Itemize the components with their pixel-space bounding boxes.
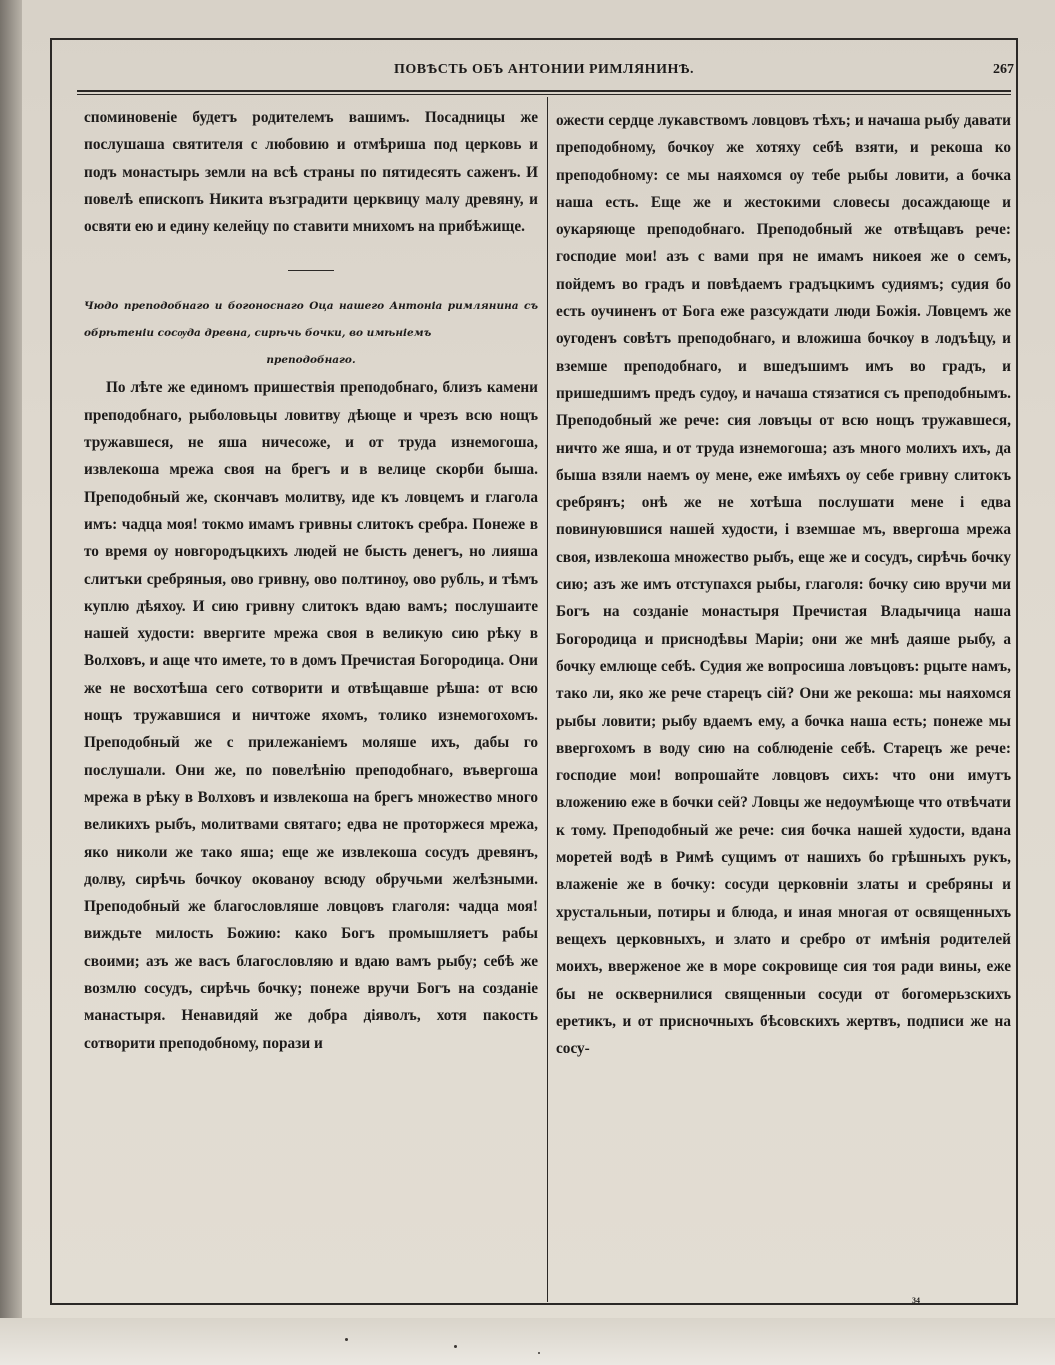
left-column <box>84 104 538 1057</box>
page-number: 267 <box>993 62 1014 77</box>
scan-binding-shadow <box>0 0 22 1365</box>
section-separator <box>288 270 334 271</box>
dust-speck <box>454 1345 457 1348</box>
signature-mark: 34 <box>912 1296 920 1305</box>
dust-speck <box>345 1338 348 1341</box>
header-rule-thin <box>77 94 1011 95</box>
paragraph-miracle: По лѣте же единомъ пришествія преподобнаго, близъ камени преподобнаго, рыболовьцы ловитву дѣюще и чрезъ всю нощъ тружавшеся, не яша ничесоже, и от труда изнемогоша, извлекоша мрежа своя на брегъ и в велице скорби быша. Преподобный же, скончавъ молитву, иде къ ловцемъ и глагола имъ: чадца моя! токмо имамъ гривны слитокъ сребра. Понеже в то время оу новгородъцкихъ людей не бысть денегъ, но лияша слитъки сребряныя, ово гривну, ово полтиноу, ово рубль, и тѣмъ куплю дѣяхоу. И сию гривну слитокъ вдаю вамъ; послушаите нашей худости: ввергите мрежа своя в великую сию рѣку в Волховъ, и аще что имете, то в домъ Пречистая Богородица. Они же не восхотѣша сего сотворити и отвѣщавше рѣша: от всю нощъ тружавшися и ничтоже яхомъ, толико изнемогохомъ. Преподобный же с прилежаніемъ моляше ихъ, дабы го послушали. Они же, по повелѣнію преподобнаго, въвергоша мрежа в рѣку в Волховъ и извлекоша на брегъ множество много великихъ рыбъ, молитвами святаго; едва не проторжеся мрежа, яко николи же тако яша; еще же извлекоша сосудъ древянъ, долву, сирѣчь бочкоу окованѹ всюду обручьми желѣзными. Преподобный же благословляше ловцовъ глаголя: чадца моя! виждьте милость Божию: како Богъ промышляетъ рабы своими; азъ же васъ благословляю и вдаю вамъ рыбу; себѣ же возмлю сосудъ, сирѣчь бочку; понеже вручи Богъ на созданіе манастыря. Ненавидяй же добра діяволъ, хотя пакость сотворити преподобному, порази и <box>84 379 538 1052</box>
chapter-heading-main: Чюдо преподобнаго и богоноснаго Оца нашего Антоніа римлянина съ обрѣтеніи сосѹда древна, сирѣчь бочки, во имѣніемъ <box>84 300 538 340</box>
header-rule <box>77 90 1011 92</box>
paragraph-right: ожести сердце лукавствомъ ловцовъ тѣхъ; и начаша рыбу давати преподобному, бочкоу же хотяху себѣ взяти, и рекоша ко преподобному: се мы наяхомся оу тебе рыбы ловити, а бочка наша есть. Еще же и жестокими словесы досаждающе и оукаряюще преподобнаго. Преподобный же отвѣщавъ рече: господие мои! азъ с вами пря не имамъ никоея же о семъ, пойдемъ во градъ и повѣдаемъ градъцкимъ судиямъ; судия бо есть оучиненъ от Бога еже разсуждати люди Божія. Ловцемъ же оугоденъ совѣтъ преподобнаго, и вложиша бочкоу в лодъѣцу, и вземше преподобнаго, и вшедъшимъ имъ во градъ, и пришедшимъ предъ судоу, и начаша стязатися съ преподобнымъ. Преподобный же рече: сия ловъцы от всю нощъ тружавшеся, ничто же яша, и от труда изнемогоша; азъ много молихъ ихъ, да быша взяли наемъ оу мене, еже имѣяхъ оу себе гривну слитокъ сребрянъ; онѣ же не хотѣша послушати мене і едва повинуювшися нашей худости, і вземшае мъ, ввергоша мрежа своя, извлекоша множество рыбъ, еще же и сосудъ, сирѣчь бочку сию; азъ же имъ отступахся рыбы, глаголя: бочку сию вручи ми Богъ на созданіе монастыря Пречистая Владычица наша Богородица и приснодѣвы Маріи; они же мнѣ даяше рыбу, а бочку емлюще себѣ. Судия же вопросиша ловъцовъ: рцыте намъ, тако ли, яко же рече старецъ сій? Они же рекоша: мы наяхомся рыбы ловити; рыбу вдаемъ ему, а бочка наша есть; понеже мы ввергохомъ в воду сию на соблюденіе себѣ. Старецъ же рече: господие мои! вопрошайте ловцовъ сихъ: что они имутъ вложению еже в бочки сей? Ловцы же недоумѣюще что отвѣчати к тому. Преподобный же рече: сия бочка нашей худости, вдана моретей водѣ в Римѣ сущимъ от нашихъ бо грѣшныхъ рукъ, влаженіе же в бочку: сосуди церковніи златы и сребряны и хрустальныи, потиры и блюда, и иная многая от освященныхъ вещехъ церковныхъ, и злато и сребро от имѣнія родителей моихъ, вверженое же в море сокровище сия тоя ради вины, еже бы не осквернилися священныи сосуди от богомерьзскихъ еретикъ, и от присночныхъ бѣсовскихъ жертвъ, подписи же на сосу- <box>556 112 1011 1058</box>
chapter-heading <box>84 293 538 374</box>
paragraph-continuation: споминовеніе будетъ родителемъ вашимъ. Посадницы же послушаша святителя с любовию и отмѣриша под церковь и подъ монастырь земли на всѣ страны по пятидесять саженъ. И повелѣ епископъ Никита възградити церквицу малу древяну, и освяти ею и едину келейцу по ставити мнихомъ на прибѣжище. <box>84 109 538 236</box>
right-column <box>556 107 1011 1062</box>
column-divider <box>547 97 548 1302</box>
running-title: ПОВѢСТЬ ОБЪ АНТОНИИ РИМЛЯНИНѢ. <box>393 62 695 77</box>
scan-background <box>0 1318 1055 1365</box>
chapter-heading-last: преподобнаго. <box>266 354 356 367</box>
dust-speck <box>538 1352 540 1354</box>
running-head <box>70 62 1018 86</box>
